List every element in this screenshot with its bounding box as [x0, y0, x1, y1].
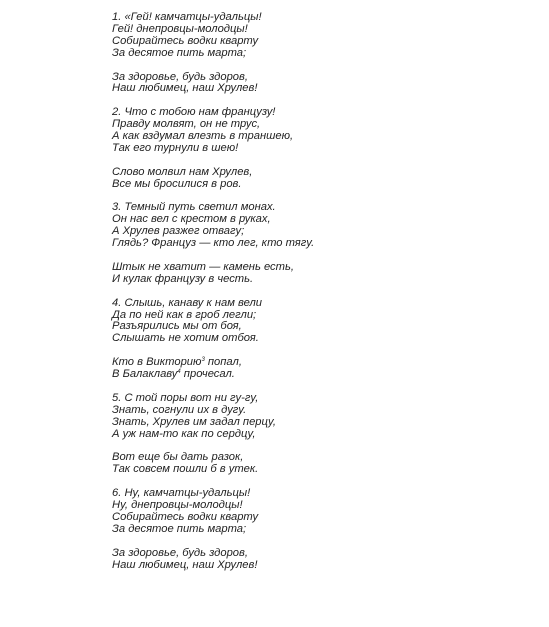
poem-line: Собирайтесь водки кварту [112, 34, 259, 47]
poem-line: И кулак французу в честь. [112, 272, 254, 285]
poem-line: Вот еще бы дать разок, [112, 451, 244, 464]
poem-line: 1. «Гей! камчатцы-удальцы! [112, 11, 262, 23]
poem-line: Все мы бросилися в ров. [112, 177, 242, 190]
poem-line: Глядь? Француз — кто лег, кто тягу. [112, 237, 315, 250]
clipped-top-text [0, 0, 421, 4]
poem-line: Наш любимец, наш Хрулев! [112, 82, 258, 95]
footnote-marker: 3 [201, 357, 205, 364]
poem-stanza [112, 452, 412, 476]
poem-line: Так совсем пошли б в утек. [112, 463, 259, 476]
poem-line: Гей! днепровцы-молодцы! [112, 22, 248, 35]
poem-stanza [112, 12, 412, 60]
poem-line: Слово молвил нам Хрулев, [112, 165, 253, 178]
poem-line: Правду молвят, он не трус, [112, 118, 261, 131]
poem-line: 6. Ну, камчатцы-удальцы! [112, 487, 251, 500]
poem-stanza [112, 72, 412, 96]
poem-body [112, 12, 412, 583]
poem-line: Разъярились мы от боя, [112, 320, 242, 333]
poem-line: Ну, днепровцы-молодцы! [112, 499, 243, 511]
poem-line: За здоровье, будь здоров, [112, 546, 248, 559]
poem-stanza [112, 393, 412, 441]
poem-line: Так его турнули в шею! [112, 141, 239, 154]
poem-line: А уж нам-то как по сердцу, [112, 427, 256, 440]
poem-stanza [112, 107, 412, 155]
poem-stanza [112, 357, 412, 381]
poem-line: За десятое пить марта; [112, 522, 247, 535]
poem-line: 4. Слышь, канаву к нам вели [112, 296, 263, 309]
poem-line: Да по ней как в гроб легли; [112, 308, 257, 321]
poem-line: Собирайтесь водки кварту [112, 510, 259, 523]
poem-line-text: В Балаклаву [112, 368, 178, 381]
poem-stanza [112, 488, 412, 536]
poem-line-tail: попал, [204, 356, 242, 369]
poem-line: А Хрулев разжег отвагу; [112, 225, 245, 238]
poem-line: 3. Темный путь светил монах. [112, 201, 276, 214]
poem-line: Знать, согнули их в дугу. [112, 403, 247, 416]
poem-stanza [112, 202, 412, 250]
poem-line-tail: прочесал. [180, 368, 235, 381]
poem-line: Наш любимец, наш Хрулев! [112, 558, 258, 571]
poem-stanza [112, 548, 412, 572]
poem-line: Штык не хватит — камень есть, [112, 260, 294, 273]
poem-stanza [112, 167, 412, 191]
poem-line: 5. С той поры вот ни гу-гу, [112, 391, 259, 404]
poem-line: За десятое пить марта; [112, 46, 247, 59]
poem-line [112, 369, 412, 381]
poem-stanza [112, 298, 412, 346]
poem-line-text: Кто в Викторию [112, 356, 202, 369]
poem-line: Он нас вел с крестом в руках, [112, 213, 271, 226]
poem-line: Слышать не хотим отбоя. [112, 332, 259, 345]
poem-line: 2. Что с тобою нам французу! [112, 106, 276, 119]
poem-line: За здоровье, будь здоров, [112, 70, 248, 83]
poem-stanza [112, 262, 412, 286]
poem-line: А как вздумал влезть в траншею, [112, 130, 294, 143]
poem-line: Знать, Хрулев им задал перцу, [112, 415, 276, 428]
footnote-marker: 4 [177, 369, 181, 376]
